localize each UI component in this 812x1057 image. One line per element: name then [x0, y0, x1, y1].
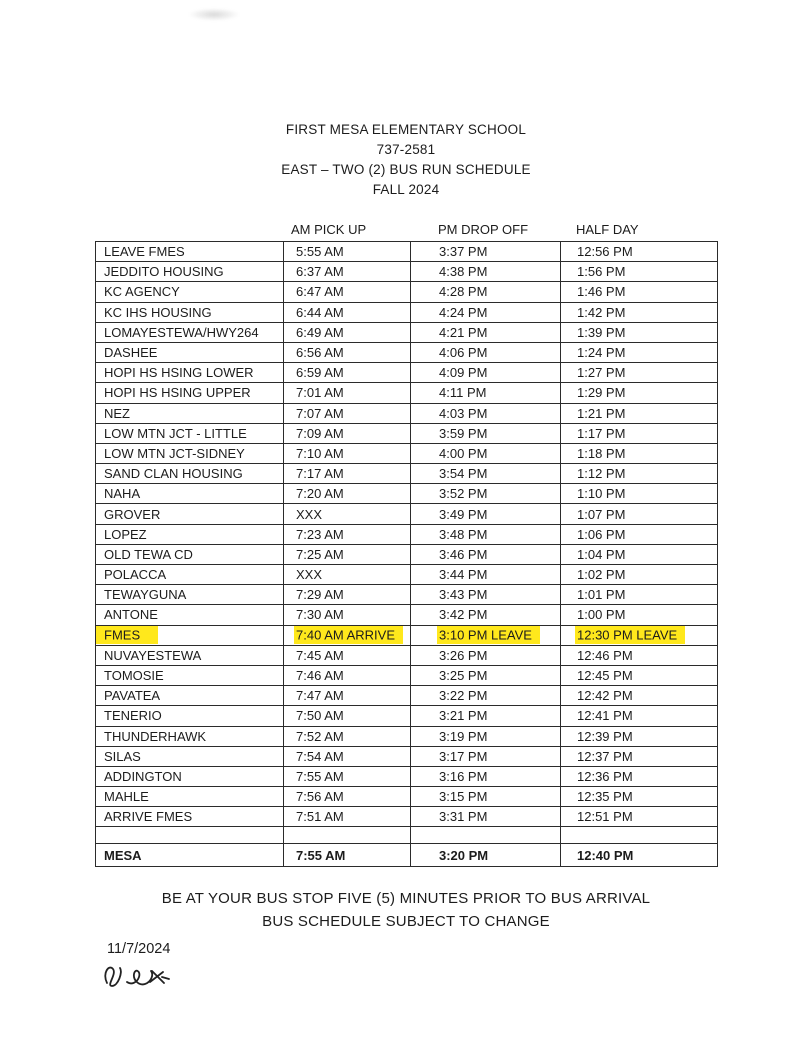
- table-row: [96, 322, 718, 342]
- stop-cell: NAHA: [96, 484, 284, 504]
- arrival-notice: BE AT YOUR BUS STOP FIVE (5) MINUTES PRIOR TO BUS ARRIVAL: [161, 890, 651, 908]
- stop-column-header: [95, 222, 283, 238]
- stop-cell: [96, 827, 284, 844]
- table-row: [96, 282, 718, 302]
- am-pickup-cell: 7:47 AM: [284, 686, 411, 706]
- table-row: [96, 565, 718, 585]
- pm-dropoff-cell: 3:54 PM: [411, 464, 561, 484]
- pm-dropoff-cell: 4:09 PM: [411, 363, 561, 383]
- stop-cell: HOPI HS HSING LOWER: [96, 363, 284, 383]
- stop-cell: JEDDITO HOUSING: [96, 262, 284, 282]
- pm-dropoff-cell: 4:21 PM: [411, 322, 561, 342]
- table-row: [96, 605, 718, 625]
- stop-cell: POLACCA: [96, 565, 284, 585]
- table-row: [96, 645, 718, 665]
- table-row: [96, 544, 718, 564]
- schedule-title: EAST – TWO (2) BUS RUN SCHEDULE: [281, 162, 531, 177]
- am-pickup-cell: 7:30 AM: [284, 605, 411, 625]
- stop-cell: NUVAYESTEWA: [96, 645, 284, 665]
- table-row: [96, 706, 718, 726]
- stop-cell: KC AGENCY: [96, 282, 284, 302]
- half-day-cell: 1:06 PM: [561, 524, 718, 544]
- schedule-body: [96, 242, 718, 867]
- stop-cell: THUNDERHAWK: [96, 726, 284, 746]
- am-pickup-cell: 7:51 AM: [284, 807, 411, 827]
- pm-dropoff-cell: [411, 827, 561, 844]
- am-pickup-cell: 6:49 AM: [284, 322, 411, 342]
- am-pickup-cell: 7:46 AM: [284, 665, 411, 685]
- pm-dropoff-cell: 4:11 PM: [411, 383, 561, 403]
- stop-cell: TEWAYGUNA: [96, 585, 284, 605]
- stop-cell: LOW MTN JCT - LITTLE: [96, 423, 284, 443]
- table-row: [96, 524, 718, 544]
- stop-cell: NEZ: [96, 403, 284, 423]
- stop-cell: OLD TEWA CD: [96, 544, 284, 564]
- am-pickup-cell: 7:10 AM: [284, 443, 411, 463]
- pm-dropoff-cell: 3:49 PM: [411, 504, 561, 524]
- am-pickup-column-header: AM PICK UP: [291, 222, 367, 237]
- am-pickup-cell: 7:17 AM: [284, 464, 411, 484]
- stop-cell: MAHLE: [96, 787, 284, 807]
- am-pickup-cell: XXX: [284, 565, 411, 585]
- half-day-cell: 1:42 PM: [561, 302, 718, 322]
- pm-dropoff-cell: 3:52 PM: [411, 484, 561, 504]
- half-day-cell: 12:45 PM: [561, 665, 718, 685]
- highlighted-text: FMES: [96, 626, 158, 644]
- half-day-column-header: HALF DAY: [576, 222, 639, 237]
- table-row: [96, 686, 718, 706]
- half-day-cell: 12:35 PM: [561, 787, 718, 807]
- table-row: [96, 443, 718, 463]
- table-row: [96, 787, 718, 807]
- half-day-cell: [561, 827, 718, 844]
- table-row: [96, 363, 718, 383]
- half-day-cell: 1:07 PM: [561, 504, 718, 524]
- phone-number: 737-2581: [376, 142, 436, 157]
- signature-scribble-icon: [100, 959, 172, 995]
- pm-dropoff-cell: 4:06 PM: [411, 342, 561, 362]
- stop-cell: LOW MTN JCT-SIDNEY: [96, 443, 284, 463]
- stop-cell: ADDINGTON: [96, 766, 284, 786]
- pm-dropoff-cell: 3:37 PM: [411, 242, 561, 262]
- stop-cell: SILAS: [96, 746, 284, 766]
- am-pickup-cell: 7:23 AM: [284, 524, 411, 544]
- pm-dropoff-column-header: PM DROP OFF: [438, 222, 529, 237]
- school-name: FIRST MESA ELEMENTARY SCHOOL: [285, 122, 527, 137]
- pm-dropoff-cell: 3:19 PM: [411, 726, 561, 746]
- am-pickup-cell: XXX: [284, 504, 411, 524]
- half-day-cell: 1:21 PM: [561, 403, 718, 423]
- half-day-cell: 1:56 PM: [561, 262, 718, 282]
- table-row: [96, 807, 718, 827]
- am-pickup-cell: 7:20 AM: [284, 484, 411, 504]
- half-day-cell: 1:27 PM: [561, 363, 718, 383]
- table-row: [96, 262, 718, 282]
- table-row: [96, 484, 718, 504]
- pm-dropoff-cell: [411, 625, 561, 645]
- stop-cell: GROVER: [96, 504, 284, 524]
- pm-dropoff-cell: 3:44 PM: [411, 565, 561, 585]
- half-day-cell: 12:51 PM: [561, 807, 718, 827]
- am-pickup-cell: 6:47 AM: [284, 282, 411, 302]
- am-pickup-cell: 7:50 AM: [284, 706, 411, 726]
- stop-cell: HOPI HS HSING UPPER: [96, 383, 284, 403]
- pm-dropoff-cell: 3:20 PM: [411, 844, 561, 867]
- pm-dropoff-cell: 3:48 PM: [411, 524, 561, 544]
- am-pickup-cell: 7:29 AM: [284, 585, 411, 605]
- am-pickup-cell: 7:25 AM: [284, 544, 411, 564]
- pm-dropoff-cell: 3:46 PM: [411, 544, 561, 564]
- table-row: [96, 504, 718, 524]
- half-day-cell: 1:10 PM: [561, 484, 718, 504]
- half-day-cell: 1:39 PM: [561, 322, 718, 342]
- scan-artifact: [188, 8, 240, 21]
- stop-cell: ANTONE: [96, 605, 284, 625]
- half-day-cell: 1:18 PM: [561, 443, 718, 463]
- half-day-cell: 1:24 PM: [561, 342, 718, 362]
- half-day-cell: 1:00 PM: [561, 605, 718, 625]
- am-pickup-cell: 7:07 AM: [284, 403, 411, 423]
- pm-dropoff-cell: 3:43 PM: [411, 585, 561, 605]
- half-day-cell: 1:29 PM: [561, 383, 718, 403]
- table-row: [96, 342, 718, 362]
- highlighted-text: 3:10 PM LEAVE: [437, 626, 540, 644]
- am-pickup-cell: 7:09 AM: [284, 423, 411, 443]
- pm-dropoff-cell: 3:16 PM: [411, 766, 561, 786]
- table-row: [96, 464, 718, 484]
- half-day-cell: 12:40 PM: [561, 844, 718, 867]
- am-pickup-cell: 7:54 AM: [284, 746, 411, 766]
- am-pickup-cell: 7:56 AM: [284, 787, 411, 807]
- pm-dropoff-cell: 4:03 PM: [411, 403, 561, 423]
- half-day-cell: 12:46 PM: [561, 645, 718, 665]
- table-row: [96, 827, 718, 844]
- change-notice: BUS SCHEDULE SUBJECT TO CHANGE: [262, 913, 550, 931]
- term-label: FALL 2024: [372, 182, 440, 197]
- half-day-cell: 1:17 PM: [561, 423, 718, 443]
- table-row: [96, 726, 718, 746]
- pm-dropoff-cell: 4:28 PM: [411, 282, 561, 302]
- pm-dropoff-cell: 3:25 PM: [411, 665, 561, 685]
- am-pickup-cell: 7:52 AM: [284, 726, 411, 746]
- table-row: [96, 423, 718, 443]
- half-day-cell: 12:42 PM: [561, 686, 718, 706]
- am-pickup-cell: 7:01 AM: [284, 383, 411, 403]
- am-pickup-cell: 7:55 AM: [284, 766, 411, 786]
- half-day-cell: 12:37 PM: [561, 746, 718, 766]
- stop-cell: LOMAYESTEWA/HWY264: [96, 322, 284, 342]
- pm-dropoff-cell: 3:17 PM: [411, 746, 561, 766]
- pm-dropoff-cell: 4:24 PM: [411, 302, 561, 322]
- am-pickup-cell: 6:37 AM: [284, 262, 411, 282]
- column-headers: [95, 222, 717, 238]
- am-pickup-cell: [284, 625, 411, 645]
- table-row: [96, 403, 718, 423]
- am-pickup-cell: 6:56 AM: [284, 342, 411, 362]
- table-row: [96, 844, 718, 867]
- half-day-cell: 12:56 PM: [561, 242, 718, 262]
- table-row: [96, 766, 718, 786]
- stop-cell: MESA: [96, 844, 284, 867]
- half-day-cell: 1:12 PM: [561, 464, 718, 484]
- pm-dropoff-cell: 3:26 PM: [411, 645, 561, 665]
- stop-cell: DASHEE: [96, 342, 284, 362]
- half-day-cell: 12:36 PM: [561, 766, 718, 786]
- stop-cell: LOPEZ: [96, 524, 284, 544]
- pm-dropoff-cell: 3:22 PM: [411, 686, 561, 706]
- bus-schedule-table: [95, 241, 718, 867]
- pm-dropoff-cell: 3:42 PM: [411, 605, 561, 625]
- half-day-cell: [561, 625, 718, 645]
- am-pickup-cell: [284, 827, 411, 844]
- document-header: [0, 0, 812, 200]
- half-day-cell: 1:01 PM: [561, 585, 718, 605]
- pm-dropoff-cell: 3:15 PM: [411, 787, 561, 807]
- half-day-cell: 12:39 PM: [561, 726, 718, 746]
- am-pickup-cell: 7:55 AM: [284, 844, 411, 867]
- stop-cell: TOMOSIE: [96, 665, 284, 685]
- pm-dropoff-cell: 3:59 PM: [411, 423, 561, 443]
- stop-cell: [96, 625, 284, 645]
- table-row: [96, 383, 718, 403]
- table-row: [96, 746, 718, 766]
- table-row: [96, 302, 718, 322]
- stop-cell: LEAVE FMES: [96, 242, 284, 262]
- pm-dropoff-cell: 4:38 PM: [411, 262, 561, 282]
- half-day-cell: 1:04 PM: [561, 544, 718, 564]
- am-pickup-cell: 6:44 AM: [284, 302, 411, 322]
- highlighted-text: 7:40 AM ARRIVE: [294, 626, 403, 644]
- table-row: [96, 585, 718, 605]
- signature: [100, 959, 812, 1000]
- am-pickup-cell: 7:45 AM: [284, 645, 411, 665]
- stop-cell: SAND CLAN HOUSING: [96, 464, 284, 484]
- table-row: [96, 625, 718, 645]
- pm-dropoff-cell: 3:31 PM: [411, 807, 561, 827]
- half-day-cell: 1:46 PM: [561, 282, 718, 302]
- stop-cell: KC IHS HOUSING: [96, 302, 284, 322]
- am-pickup-cell: 5:55 AM: [284, 242, 411, 262]
- stop-cell: TENERIO: [96, 706, 284, 726]
- half-day-cell: 1:02 PM: [561, 565, 718, 585]
- document-date: 11/7/2024: [107, 941, 171, 958]
- table-row: [96, 242, 718, 262]
- am-pickup-cell: 6:59 AM: [284, 363, 411, 383]
- highlighted-text: 12:30 PM LEAVE: [575, 626, 685, 644]
- pm-dropoff-cell: 4:00 PM: [411, 443, 561, 463]
- stop-cell: PAVATEA: [96, 686, 284, 706]
- stop-cell: ARRIVE FMES: [96, 807, 284, 827]
- half-day-cell: 12:41 PM: [561, 706, 718, 726]
- pm-dropoff-cell: 3:21 PM: [411, 706, 561, 726]
- table-row: [96, 665, 718, 685]
